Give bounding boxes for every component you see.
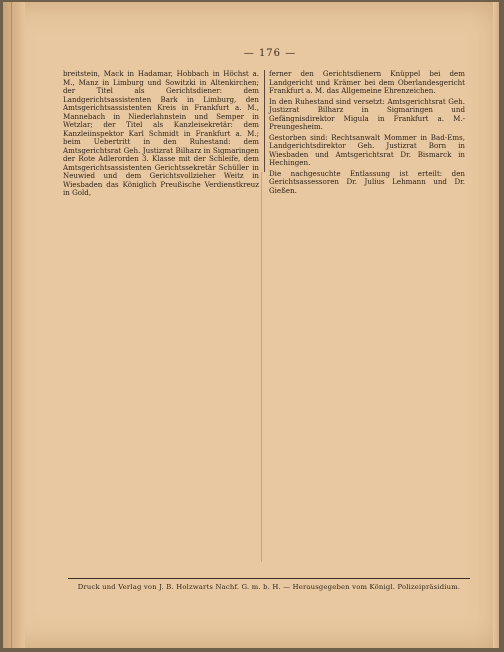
document-page (3, 2, 499, 648)
right-paragraph: In den Ruhestand sind versetzt: Amtsgerichtsrat Geh. Justizrat Bilharz in Sigmaringen und Gefängnisdirektor Migula in Frankfurt a. M.-Preungesheim. (269, 96, 465, 131)
right-column (269, 70, 465, 197)
page-number: — 176 — (243, 48, 297, 59)
left-paragraph: breitstein, Mack in Hadamar, Hobbach in Höchst a. M., Manz in Limburg und Sowitzki in Altenkirchen; der Titel als Gerichtsdiener: dem Landgerichtsassistenten Bark in Limburg, den Amtsgerichtsassistenten Kreis in Frankfurt a. M., Mannebach in Niederlahnstein und Semper in Wetzlar; der Titel als Kanzleisekretär: dem Kanzleiinspektor Karl Schmidt in Frankfurt a. M.; beim Uebertritt in den Ruhestand: dem Amtsgerichtsrat Geh. Justizrat Bilharz in Sigmaringen der Rote Adlerorden 3. Klasse mit der Schleife, dem Amtsgerichtsassistenten Gerichtssekretär Schüller in Neuwied und dem Gerichtsvollzieher Weitz in Wiesbaden das Königlich Preußische Verdienstkreuz in Gold, (63, 69, 259, 197)
page-binding (3, 2, 25, 648)
right-paragraph: Gestorben sind: Rechtsanwalt Mommer in Bad-Ems, Landgerichtsdirektor Geh. Justizrat Born in Wiesbaden und Amtsgerichtsrat Dr. Bismarck in Hechingen. (269, 132, 465, 167)
left-column (63, 70, 259, 198)
center-fold (261, 172, 262, 562)
right-paragraph: ferner den Gerichtsdienern Knüppel bei dem Landgericht und Krämer bei dem Oberlandesgericht Frankfurt a. M. das Allgemeine Ehrenzeichen. (269, 69, 465, 95)
right-paragraph: Die nachgesuchte Entlassung ist erteilt: den Gerichtsassessoren Dr. Julius Lehmann und Dr. Gießen. (269, 168, 465, 195)
footer-rule (68, 578, 470, 579)
column-divider (264, 70, 265, 172)
binding-edge (11, 2, 12, 648)
imprint-footer: Druck und Verlag von J. B. Holzwarts Nachf. G. m. b. H. — Herausgegeben vom Königl. Polizeipräsidium. (77, 583, 461, 591)
page-edge (493, 2, 499, 648)
